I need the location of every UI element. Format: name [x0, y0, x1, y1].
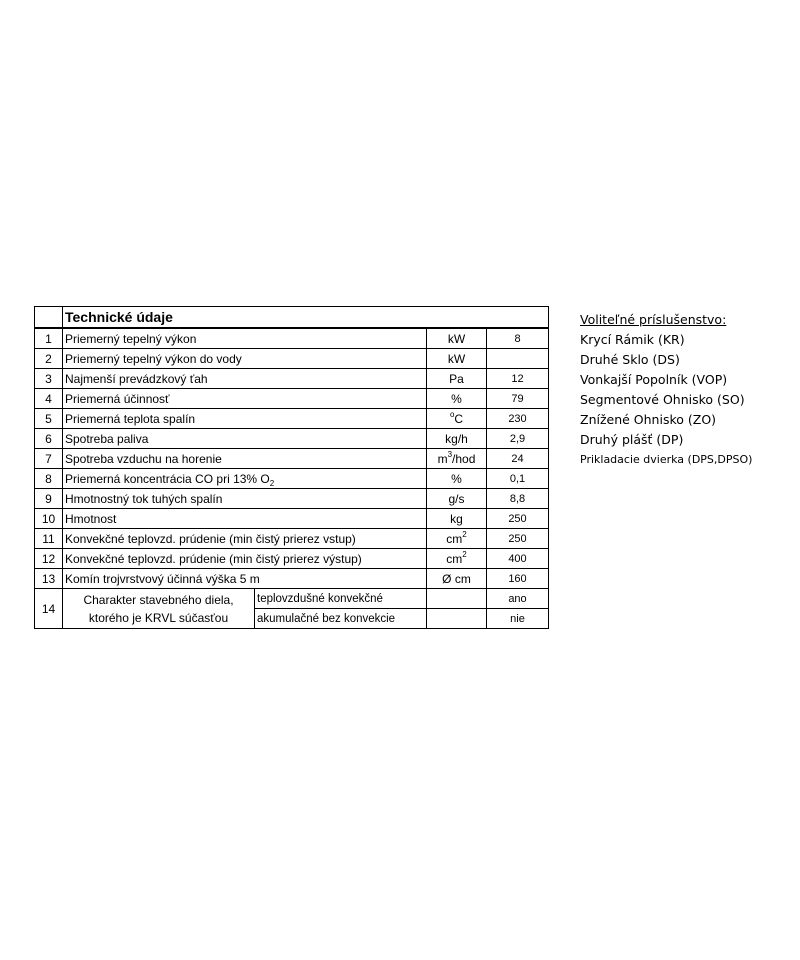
accessory-item: Krycí Rámik (KR): [580, 332, 685, 347]
unit-cell: kW: [427, 328, 487, 349]
accessory-item: Znížené Ohnisko (ZO): [580, 412, 717, 427]
row-number: 2: [35, 349, 63, 369]
option-convective: teplovzdušné konvekčné: [255, 589, 427, 609]
unit-cell: kW: [427, 349, 487, 369]
row-number: 8: [35, 469, 63, 489]
option-accumulating: akumulačné bez konvekcie: [255, 609, 427, 629]
unit-cell: [427, 449, 487, 469]
table-row: [35, 529, 549, 549]
unit-superscript: 3: [447, 449, 453, 459]
unit-text: m: [437, 451, 448, 466]
row-number: 10: [35, 509, 63, 529]
accessory-item: Vonkajší Popolník (VOP): [580, 372, 728, 387]
table-header-row: [35, 307, 549, 329]
value-cell: 24: [487, 449, 549, 469]
row-number: 6: [35, 429, 63, 449]
unit-text: C: [454, 411, 464, 426]
value-cell: 8: [487, 328, 549, 349]
row-number: 1: [35, 328, 63, 349]
unit-superscript: 2: [462, 549, 467, 559]
table-row: [35, 389, 549, 409]
accessories-title: Voliteľné príslušenstvo:: [580, 312, 727, 327]
optional-accessories: [580, 310, 752, 470]
row-number: 7: [35, 449, 63, 469]
parameter-name: Priemerný tepelný výkon do vody: [63, 349, 427, 369]
accessory-item: Druhé Sklo (DS): [580, 352, 680, 367]
table-row: [35, 509, 549, 529]
unit-text: cm: [446, 531, 463, 546]
accessories-list: [580, 330, 752, 470]
unit-text: cm: [446, 551, 463, 566]
unit-superscript: 2: [462, 529, 467, 539]
row-number: 12: [35, 549, 63, 569]
parameter-name: [63, 469, 427, 489]
row-number: 13: [35, 569, 63, 589]
parameter-name: Spotreba vzduchu na horenie: [63, 449, 427, 469]
row-number: 14: [35, 589, 63, 629]
table-row: [35, 569, 549, 589]
value-cell: 230: [487, 409, 549, 429]
value-cell: 0,1: [487, 469, 549, 489]
row-number: 9: [35, 489, 63, 509]
accessory-item: Druhý plášť (DP): [580, 432, 684, 447]
parameter-text: Priemerná koncentrácia CO pri 13% O: [65, 471, 270, 486]
building-character-label: [63, 589, 255, 629]
unit-cell: g/s: [427, 489, 487, 509]
table-row: [35, 429, 549, 449]
value-cell: 12: [487, 369, 549, 389]
parameter-name: Priemerný tepelný výkon: [63, 328, 427, 349]
unit-cell: Ø cm: [427, 569, 487, 589]
unit-cell: [427, 409, 487, 429]
table-row: [35, 469, 549, 489]
value-cell: nie: [487, 609, 549, 629]
table-row: [35, 489, 549, 509]
parameter-name: Hmotnost: [63, 509, 427, 529]
unit-cell: [427, 549, 487, 569]
empty-unit-cell: [427, 589, 487, 609]
unit-cell: Pa: [427, 369, 487, 389]
table-row: [35, 349, 549, 369]
parameter-name: Konvekčné teplovzd. prúdenie (min čistý prierez vstup): [63, 529, 427, 549]
value-cell: [487, 349, 549, 369]
table-row: [35, 369, 549, 389]
empty-unit-cell: [427, 609, 487, 629]
table-row: [35, 328, 549, 349]
unit-superscript: o: [449, 409, 455, 419]
value-cell: 79: [487, 389, 549, 409]
table-row: [35, 549, 549, 569]
row-number: 4: [35, 389, 63, 409]
parameter-name: Spotreba paliva: [63, 429, 427, 449]
table-title: Technické údaje: [63, 307, 549, 329]
table-row: [35, 449, 549, 469]
unit-suffix: /hod: [452, 451, 476, 466]
parameter-name: Priemerná účinnosť: [63, 389, 427, 409]
parameter-name: Najmenší prevádzkový ťah: [63, 369, 427, 389]
unit-cell: kg: [427, 509, 487, 529]
header-number-cell: [35, 307, 63, 329]
row-number: 11: [35, 529, 63, 549]
parameter-name: Priemerná teplota spalín: [63, 409, 427, 429]
label-line-1: Charakter stavebného diela,: [83, 592, 234, 607]
technical-data-table: [34, 306, 549, 629]
parameter-name: Hmotnostný tok tuhých spalín: [63, 489, 427, 509]
row-number: 5: [35, 409, 63, 429]
parameter-name: Komín trojvrstvový účinná výška 5 m: [63, 569, 427, 589]
table-row: [35, 409, 549, 429]
value-cell: 8,8: [487, 489, 549, 509]
label-line-2: ktorého je KRVL súčasťou: [88, 610, 229, 625]
accessory-item: Prikladacie dvierka (DPS,DPSO): [580, 453, 753, 466]
value-cell: 2,9: [487, 429, 549, 449]
unit-cell: kg/h: [427, 429, 487, 449]
value-cell: 250: [487, 529, 549, 549]
value-cell: ano: [487, 589, 549, 609]
unit-cell: %: [427, 469, 487, 489]
value-cell: 160: [487, 569, 549, 589]
table-row-14a: [35, 589, 549, 609]
value-cell: 400: [487, 549, 549, 569]
accessory-item: Segmentové Ohnisko (SO): [580, 392, 745, 407]
parameter-subscript: 2: [269, 478, 275, 488]
unit-cell: [427, 529, 487, 549]
parameter-name: Konvekčné teplovzd. prúdenie (min čistý prierez výstup): [63, 549, 427, 569]
row-number: 3: [35, 369, 63, 389]
unit-cell: %: [427, 389, 487, 409]
value-cell: 250: [487, 509, 549, 529]
